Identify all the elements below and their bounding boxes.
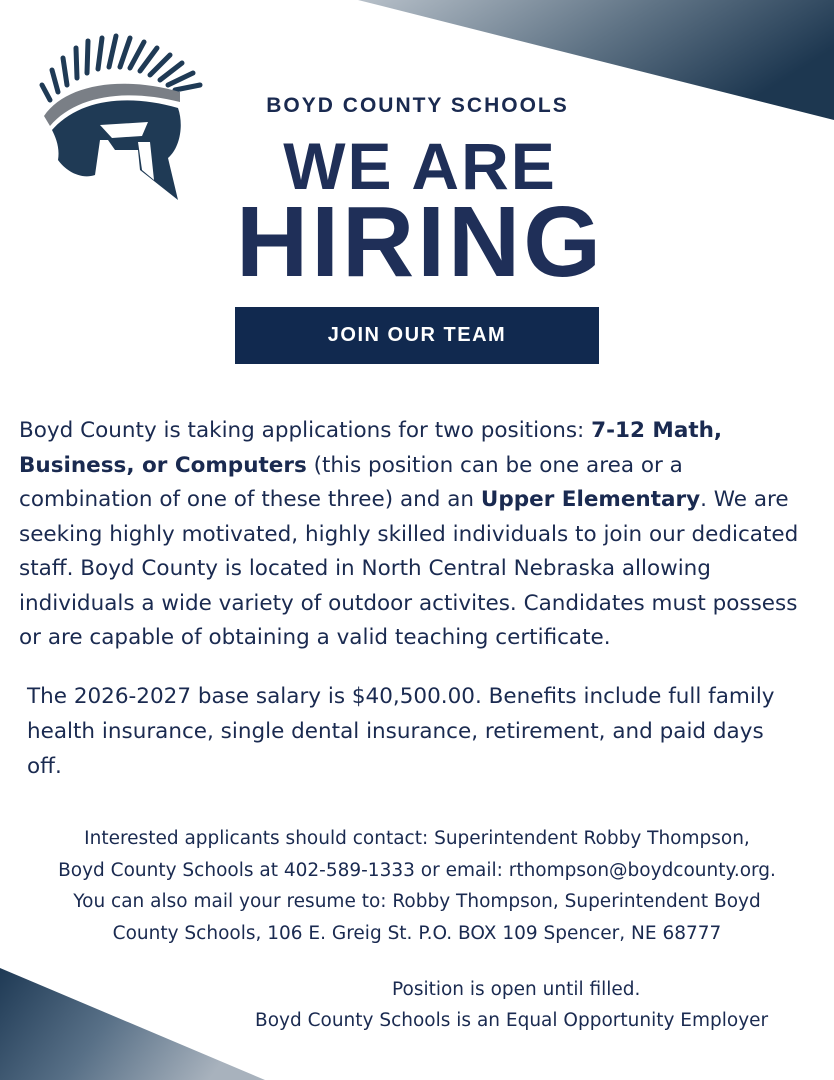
headline-hiring: HIRING: [236, 186, 604, 298]
join-our-team-label: JOIN OUR TEAM: [327, 324, 507, 346]
equal-opportunity-statement: Boyd County Schools is an Equal Opportunity Employer: [255, 1010, 769, 1031]
positions-intro: Boyd County is taking applications for two positions:: [19, 418, 592, 443]
positions-paragraph: [19, 414, 819, 656]
spartan-helmet-icon: [30, 30, 205, 215]
position-math-business-computers: 7-12 Math, Business, or Computers: [19, 418, 723, 478]
contact-line-4: County Schools, 106 E. Greig St. P.O. BOX 109 Spencer, NE 68777: [112, 922, 722, 944]
join-our-team-button[interactable]: [235, 307, 599, 364]
bottom-left-gradient-triangle: [0, 968, 265, 1080]
open-until-filled: Position is open until filled.: [392, 979, 641, 1000]
school-name: BOYD COUNTY SCHOOLS: [266, 94, 569, 117]
salary-benefits-paragraph: The 2026-2027 base salary is $40,500.00. Benefits include full family health insurance, single dental insurance, retirement, and paid days off.: [27, 684, 775, 779]
contact-line-1: Interested applicants should contact: Superintendent Robby Thompson,: [84, 828, 750, 849]
positions-middle: (this position can be one area or a combination of one of these three) and an: [19, 452, 683, 512]
position-upper-elementary: Upper Elementary: [480, 487, 701, 512]
contact-line-3: You can also mail your resume to: Robby Thompson, Superintendent Boyd: [73, 891, 761, 912]
headline-we-are: WE ARE: [283, 129, 557, 203]
positions-details: . We are seeking highly motivated, highly skilled individuals to join our dedicated staff. Boyd County is located in North Central Nebraska allowing individuals a wide variety of outdoor activites. Candidates must possess or are capable of obtaining a valid teaching certificate.: [19, 487, 799, 650]
footer-notes: [240, 974, 820, 1036]
contact-info: [16, 823, 818, 949]
contact-line-2: Boyd County Schools at 402-589-1333 or email: rthompson@boydcounty.org.: [58, 859, 776, 881]
